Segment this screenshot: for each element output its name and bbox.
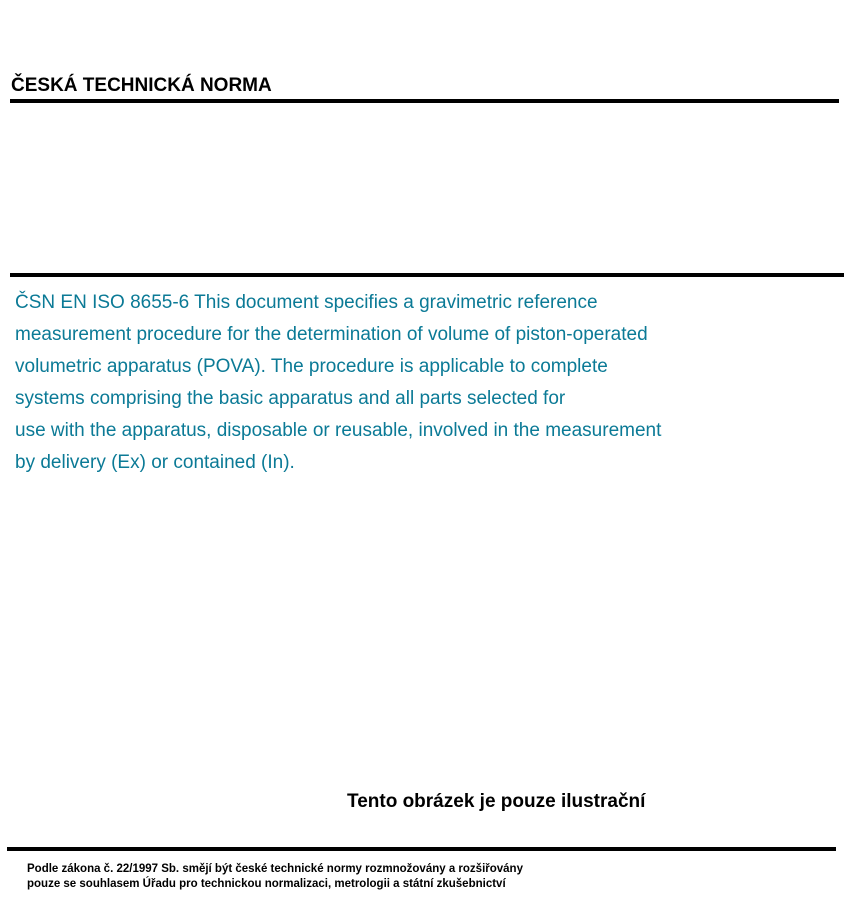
- abstract-line: measurement procedure for the determination of volume of piston-operated: [15, 324, 648, 345]
- legal-line: Podle zákona č. 22/1997 Sb. smějí být české technické normy rozmnožovány a rozšiřovány: [27, 863, 523, 875]
- abstract-line: systems comprising the basic apparatus and all parts selected for: [15, 388, 566, 409]
- legal-line: pouze se souhlasem Úřadu pro technickou normalizaci, metrologii a státní zkušebnictví: [27, 878, 506, 890]
- document-title: ČESKÁ TECHNICKÁ NORMA: [11, 75, 272, 96]
- abstract-line: volumetric apparatus (POVA). The procedure is applicable to complete: [15, 356, 608, 377]
- legal-notice: [27, 862, 523, 892]
- abstract-line: by delivery (Ex) or contained (In).: [15, 452, 295, 473]
- abstract-line: ČSN EN ISO 8655-6 This document specifies a gravimetric reference: [15, 292, 598, 313]
- middle-divider: [10, 273, 844, 277]
- abstract-text: [15, 287, 775, 479]
- bottom-divider: [7, 847, 836, 851]
- illustration-notice: Tento obrázek je pouze ilustrační: [347, 791, 646, 812]
- abstract-line: use with the apparatus, disposable or reusable, involved in the measurement: [15, 420, 662, 441]
- top-divider: [10, 99, 839, 103]
